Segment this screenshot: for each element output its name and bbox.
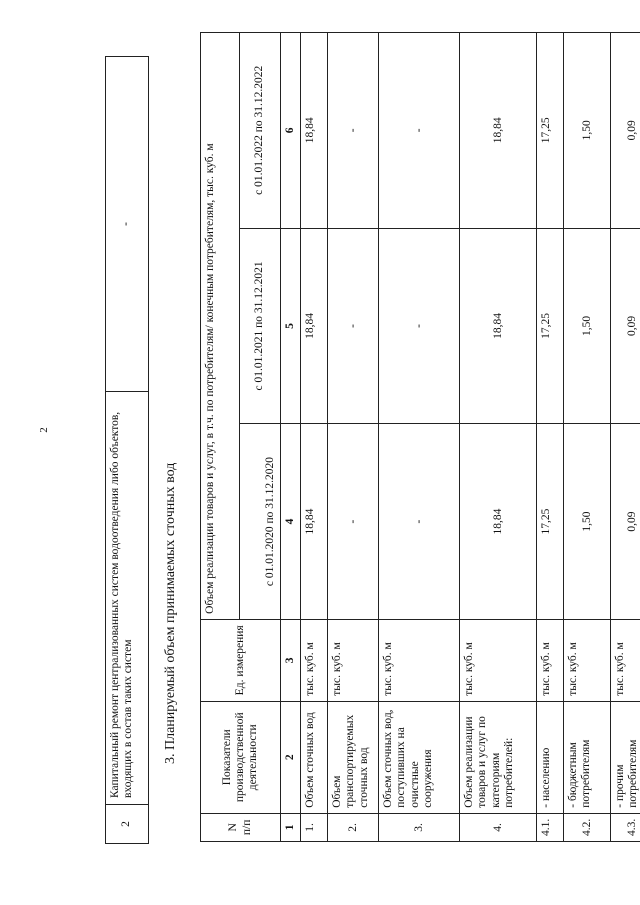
row-indicator: Объем сточных вод xyxy=(301,701,328,813)
row-value-2021: - xyxy=(379,228,460,424)
table-row xyxy=(611,33,640,842)
header-period-2021: с 01.01.2021 по 31.12.2021 xyxy=(240,228,281,424)
row-num: 2. xyxy=(328,813,379,841)
row-value-2020: 0,09 xyxy=(611,424,640,620)
page-number: 2 xyxy=(38,427,50,433)
row-value-2020: 17,25 xyxy=(537,424,564,620)
col-number: 3 xyxy=(281,619,301,701)
header-row xyxy=(201,33,240,842)
column-numbers-row xyxy=(281,33,301,842)
header-period-2022: с 01.01.2022 по 31.12.2022 xyxy=(240,33,281,229)
row-unit: тыс. куб. м xyxy=(379,619,460,701)
table-row xyxy=(564,33,611,842)
row-num: 4.1. xyxy=(537,813,564,841)
row-unit: тыс. куб. м xyxy=(564,619,611,701)
wastewater-volume-table xyxy=(200,32,640,842)
row-value-2022: - xyxy=(328,33,379,229)
capital-repair-table xyxy=(105,56,149,844)
row-indicator: Объем транспортируемых сточных вод xyxy=(328,701,379,813)
col-number: 4 xyxy=(281,424,301,620)
row-value-2020: - xyxy=(379,424,460,620)
row-indicator: Объем сточных вод, поступивших на очистные сооружения xyxy=(379,701,460,813)
table-row xyxy=(328,33,379,842)
row-value-2021: 1,50 xyxy=(564,228,611,424)
row-value-2020: - xyxy=(328,424,379,620)
row-value-2022: - xyxy=(379,33,460,229)
table-row xyxy=(537,33,564,842)
table-row xyxy=(379,33,460,842)
row-value-2022: 17,25 xyxy=(537,33,564,229)
table-row xyxy=(106,57,149,844)
row-value-2020: 1,50 xyxy=(564,424,611,620)
row-value-2020: 18,84 xyxy=(460,424,537,620)
table-row xyxy=(460,33,537,842)
row-num: 4.2. xyxy=(564,813,611,841)
row-indicator: - населению xyxy=(537,701,564,813)
col-number: 5 xyxy=(281,228,301,424)
row-number: 2 xyxy=(106,805,149,844)
row-value-2021: 17,25 xyxy=(537,228,564,424)
row-unit: тыс. куб. м xyxy=(611,619,640,701)
row-value-2021: 18,84 xyxy=(301,228,328,424)
col-number: 1 xyxy=(281,813,301,841)
row-value-2021: - xyxy=(328,228,379,424)
row-unit: тыс. куб. м xyxy=(301,619,328,701)
col-number: 6 xyxy=(281,33,301,229)
rotated-content xyxy=(30,12,640,872)
header-num: N п/п xyxy=(201,813,281,841)
table-row xyxy=(301,33,328,842)
row-indicator: - бюджетным потребителям xyxy=(564,701,611,813)
row-value-2021: 0,09 xyxy=(611,228,640,424)
row-value-2022: 18,84 xyxy=(301,33,328,229)
row-indicator: - прочим потребителям xyxy=(611,701,640,813)
row-unit: тыс. куб. м xyxy=(537,619,564,701)
header-period-2020: с 01.01.2020 по 31.12.2020 xyxy=(240,424,281,620)
row-unit: тыс. куб. м xyxy=(328,619,379,701)
header-indicator: Показатели производственной деятельности xyxy=(201,701,281,813)
col-number: 2 xyxy=(281,701,301,813)
row-value-2022: 18,84 xyxy=(460,33,537,229)
row-value-2022: 0,09 xyxy=(611,33,640,229)
row-num: 4.3. xyxy=(611,813,640,841)
header-unit: Ед. измерения xyxy=(201,619,281,701)
section-title: 3. Планируемый объем принимаемых сточных вод xyxy=(163,462,178,764)
header-group: Объем реализации товаров и услуг, в т.ч. по потребителям/ конечным потребителям, тыс. куб. м xyxy=(201,33,240,620)
row-unit: тыс. куб. м xyxy=(460,619,537,701)
row-num: 4. xyxy=(460,813,537,841)
row-num: 1. xyxy=(301,813,328,841)
row-num: 3. xyxy=(379,813,460,841)
row-value-2021: 18,84 xyxy=(460,228,537,424)
row-value: - xyxy=(106,57,149,392)
row-value-2020: 18,84 xyxy=(301,424,328,620)
row-indicator: Объем реализации товаров и услуг по категориям потребителей: xyxy=(460,701,537,813)
row-text: Капитальный ремонт централизованных систем водоотведения либо объектов, входящих в состав таких систем xyxy=(106,392,149,805)
row-value-2022: 1,50 xyxy=(564,33,611,229)
